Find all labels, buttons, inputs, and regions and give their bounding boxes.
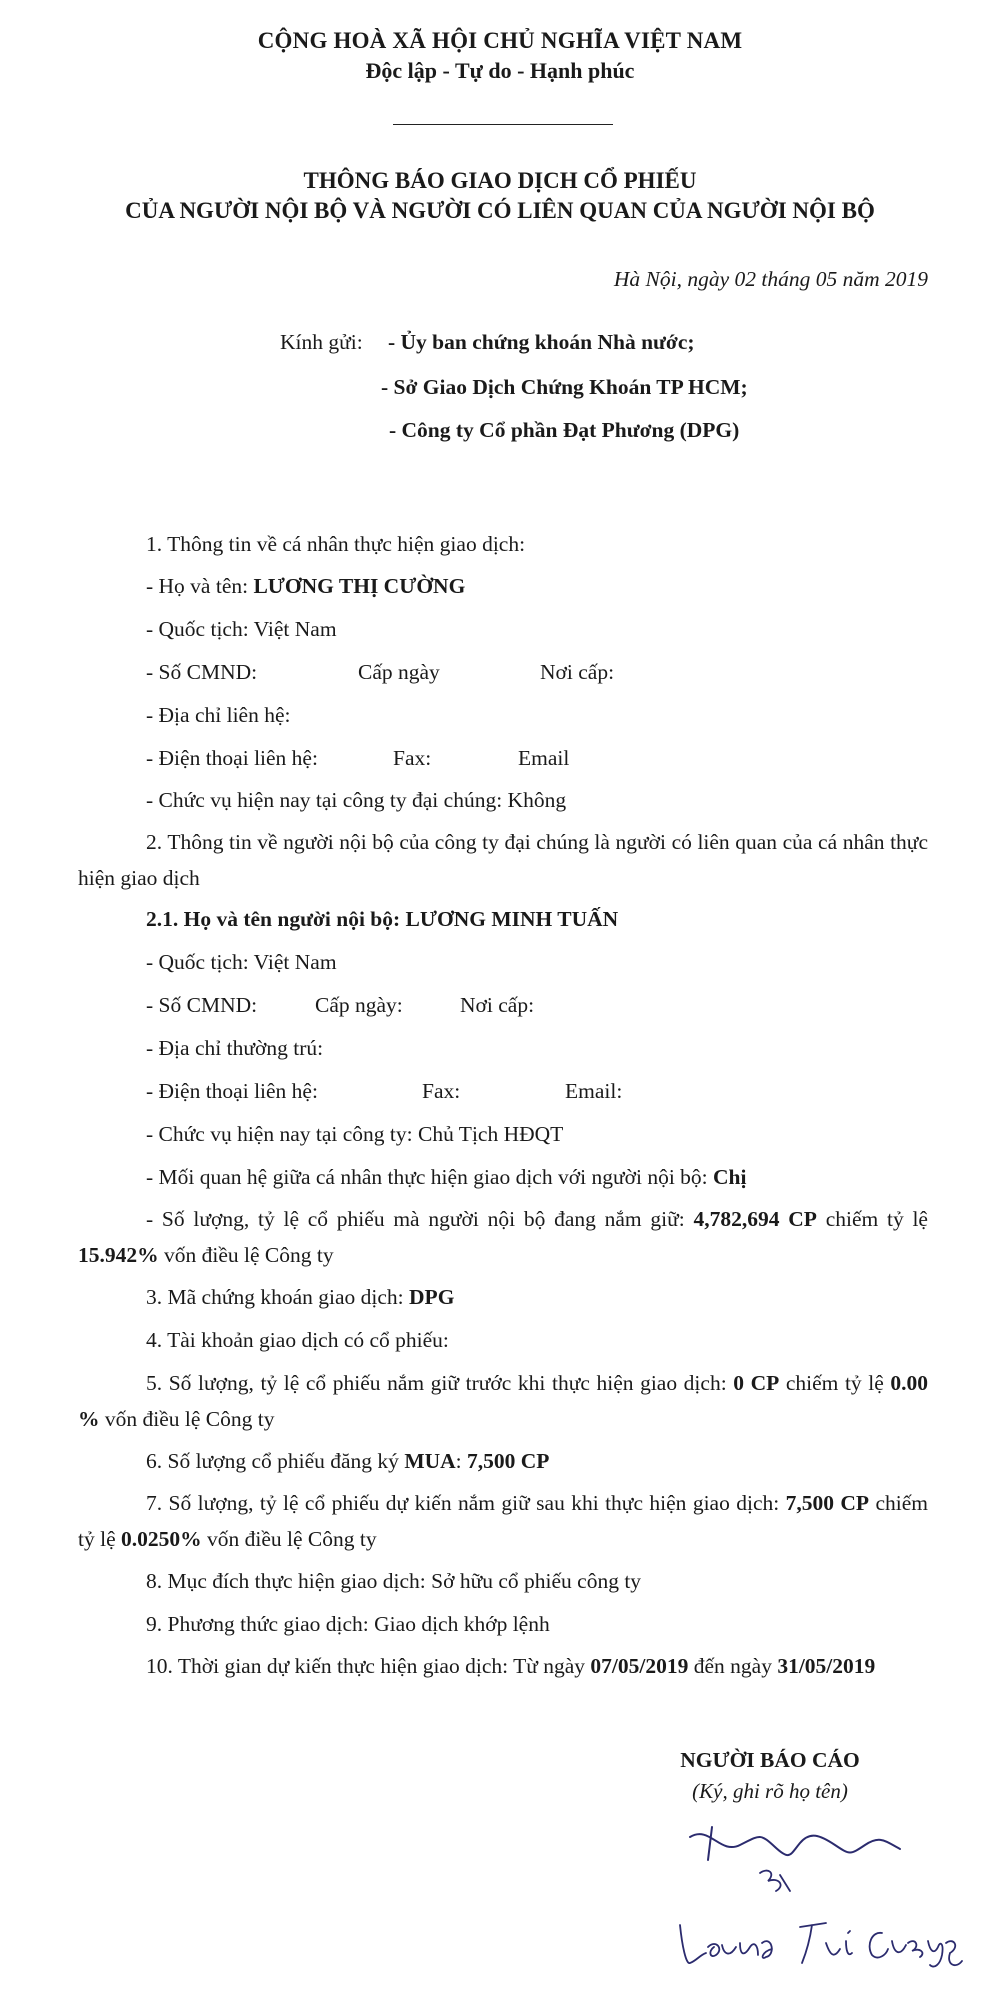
section10-prefix: 10. Thời gian dự kiến thực hiện giao dịch: Từ ngày	[146, 1654, 591, 1678]
section5-mid: chiếm tỷ lệ	[779, 1371, 891, 1395]
section10-from: 07/05/2019	[590, 1654, 689, 1678]
section1-id-date-label: Cấp ngày	[358, 660, 440, 684]
section3-label: 3. Mã chứng khoán giao dịch:	[146, 1285, 410, 1309]
section7-suffix: vốn điều lệ Công ty	[201, 1527, 377, 1551]
handwritten-signature	[650, 1815, 970, 1975]
section1-heading: 1. Thông tin về cá nhân thực hiện giao dịch:	[146, 532, 526, 556]
section1-phone-label: - Điện thoại liên hệ:	[146, 746, 318, 770]
recipient-2: - Sở Giao Dịch Chứng Khoán TP HCM;	[381, 375, 748, 399]
section2-phone-label: - Điện thoại liên hệ:	[146, 1079, 318, 1103]
recipient-3: - Công ty Cổ phần Đạt Phương (DPG)	[389, 418, 740, 442]
section2-nationality: - Quốc tịch: Việt Nam	[146, 950, 337, 974]
section2-holding-shares: 4,782,694 CP	[693, 1207, 817, 1231]
section6	[146, 1449, 549, 1474]
section2-fax-label: Fax:	[422, 1079, 461, 1103]
section2-holding-pct: 15.942%	[78, 1243, 159, 1267]
section2-id-date-label: Cấp ngày:	[315, 993, 403, 1017]
section4: 4. Tài khoản giao dịch có cổ phiếu:	[146, 1328, 449, 1352]
section7-shares: 7,500 CP	[785, 1491, 870, 1515]
section5-shares: 0 CP	[733, 1371, 780, 1395]
section2-heading	[78, 824, 928, 896]
section6-label: 6. Số lượng cổ phiếu đăng ký	[146, 1449, 405, 1473]
section1-name-label: - Họ và tên:	[146, 574, 254, 598]
section1-name	[146, 574, 465, 599]
section2-holding-prefix: - Số lượng, tỷ lệ cổ phiếu mà người nội bộ đang nắm giữ:	[146, 1207, 694, 1231]
section5-prefix: 5. Số lượng, tỷ lệ cổ phiếu nắm giữ trước khi thực hiện giao dịch:	[146, 1371, 734, 1395]
header-divider	[393, 124, 613, 125]
signature-note: (Ký, ghi rõ họ tên)	[692, 1779, 848, 1803]
section3	[146, 1285, 454, 1310]
recipients-label: Kính gửi:	[280, 330, 363, 354]
section1-id-label: - Số CMND:	[146, 660, 258, 684]
section9: 9. Phương thức giao dịch: Giao dịch khớp lệnh	[146, 1612, 550, 1636]
section5-suffix: vốn điều lệ Công ty	[99, 1407, 275, 1431]
section7-pct: 0.0250%	[121, 1527, 202, 1551]
section5-pct: 0.00 %	[78, 1371, 928, 1431]
section2-relation-label: - Mối quan hệ giữa cá nhân thực hiện giao dịch với người nội bộ:	[146, 1165, 714, 1189]
section1-address: - Địa chỉ liên hệ:	[146, 703, 291, 727]
section2-holding-suffix: vốn điều lệ Công ty	[158, 1243, 334, 1267]
section2-relation-value: Chị	[713, 1165, 747, 1189]
section8: 8. Mục đích thực hiện giao dịch: Sở hữu cổ phiếu công ty	[146, 1569, 642, 1593]
section2-address: - Địa chỉ thường trú:	[146, 1036, 324, 1060]
signature-title: NGƯỜI BÁO CÁO	[680, 1748, 860, 1772]
section7-prefix: 7. Số lượng, tỷ lệ cổ phiếu dự kiến nắm giữ sau khi thực hiện giao dịch:	[146, 1491, 786, 1515]
section2-relation	[146, 1165, 746, 1190]
section2-holding-mid: chiếm tỷ lệ	[816, 1207, 928, 1231]
section3-value: DPG	[409, 1285, 455, 1309]
document-title-line1: THÔNG BÁO GIAO DỊCH CỔ PHIẾU	[303, 168, 697, 193]
section10-to: 31/05/2019	[777, 1654, 876, 1678]
signature-block	[660, 1748, 880, 1804]
section6-colon: :	[455, 1449, 468, 1473]
section1-position: - Chức vụ hiện nay tại công ty đại chúng: Không	[146, 788, 567, 812]
section10-mid: đến ngày	[688, 1654, 778, 1678]
section6-action: MUA	[404, 1449, 456, 1473]
section2-id-label: - Số CMND:	[146, 993, 258, 1017]
section2-insider-name: 2.1. Họ và tên người nội bộ: LƯƠNG MINH TUẤN	[146, 907, 619, 931]
section1-nationality: - Quốc tịch: Việt Nam	[146, 617, 337, 641]
section2-id-place-label: Nơi cấp:	[460, 993, 535, 1017]
national-motto: Độc lập - Tự do - Hạnh phúc	[365, 58, 635, 83]
section10	[78, 1648, 928, 1684]
section6-value: 7,500 CP	[467, 1449, 550, 1473]
section2-heading-text: 2. Thông tin về người nội bộ của công ty đại chúng là người có liên quan của cá nhân thực hiện giao dịch	[78, 830, 928, 890]
section2-email-label: Email:	[565, 1079, 623, 1103]
document-date: Hà Nội, ngày 02 tháng 05 năm 2019	[613, 267, 928, 291]
section7	[78, 1485, 928, 1557]
recipient-1: - Ủy ban chứng khoán Nhà nước;	[388, 330, 695, 354]
section1-fax-label: Fax:	[393, 746, 432, 770]
section1-email-label: Email	[518, 746, 570, 770]
section2-holding	[78, 1201, 928, 1273]
section1-id-place-label: Nơi cấp:	[540, 660, 615, 684]
section7-mid: chiếm tỷ lệ	[78, 1491, 928, 1551]
section5	[78, 1365, 928, 1437]
document-title-line2: CỦA NGƯỜI NỘI BỘ VÀ NGƯỜI CÓ LIÊN QUAN CỦA NGƯỜI NỘI BỘ	[125, 198, 875, 223]
section2-position: - Chức vụ hiện nay tại công ty: Chủ Tịch HĐQT	[146, 1122, 564, 1146]
section1-name-value: LƯƠNG THỊ CƯỜNG	[253, 574, 466, 598]
national-title: CỘNG HOÀ XÃ HỘI CHỦ NGHĨA VIỆT NAM	[257, 28, 743, 53]
